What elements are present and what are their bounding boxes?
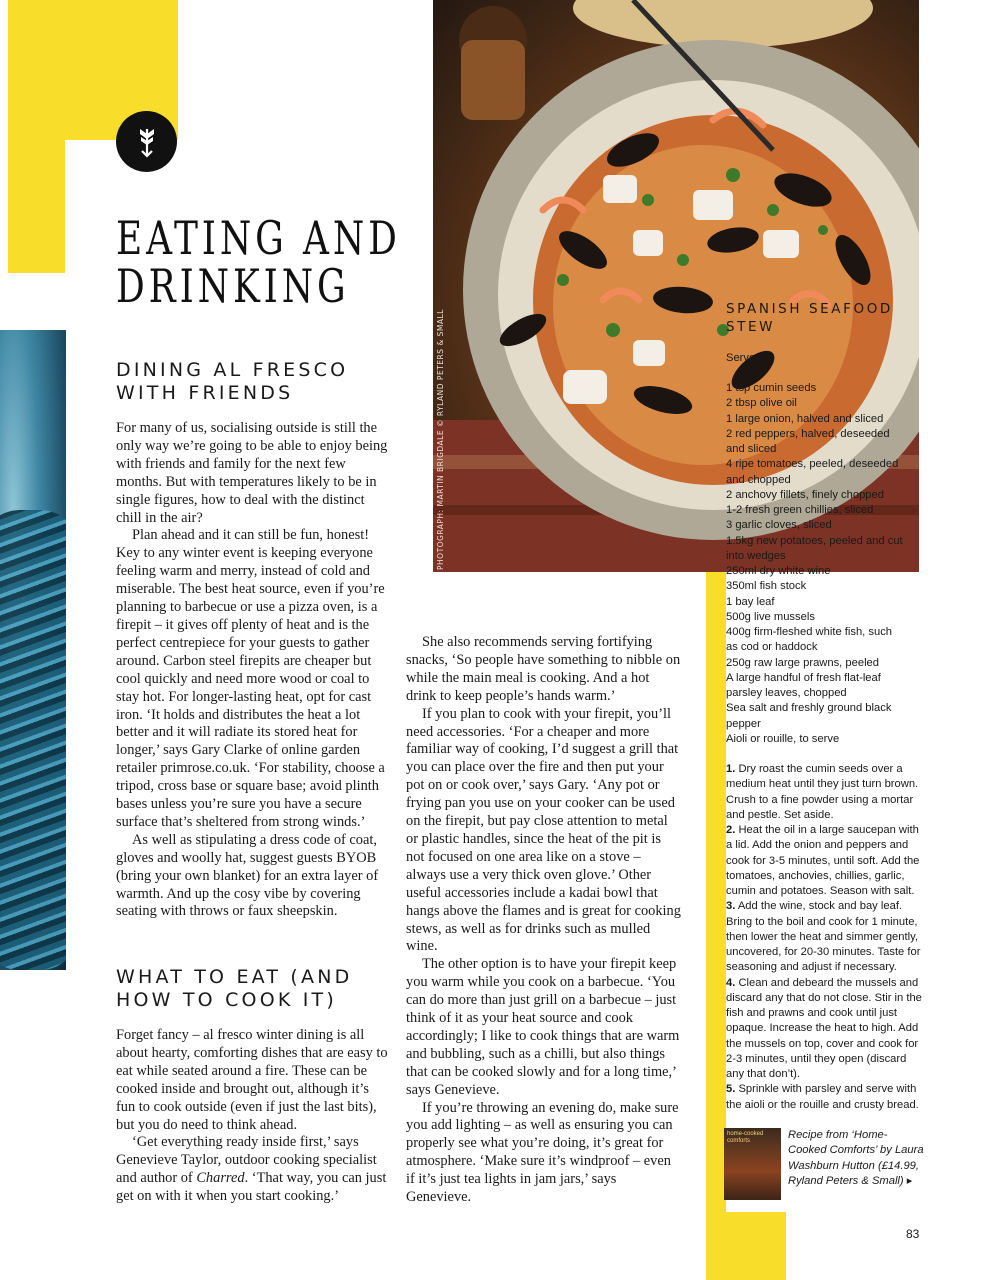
ingredient: 250g raw large prawns, peeled bbox=[726, 656, 879, 669]
yellow-block-bottom bbox=[706, 1212, 786, 1280]
left-edge-photo bbox=[0, 330, 66, 970]
ingredients-list bbox=[726, 381, 926, 747]
method-step-5 bbox=[726, 1082, 926, 1113]
method-step-4 bbox=[726, 976, 926, 1083]
paragraph: If you’re throwing an evening do, make sure you add lighting – as well as ensuring you can properly see what you’re doing, it’s great for atmosphere. ‘Make sure it’s windproof – even if it’s just tea lights in jam jars,’ says Genevieve. bbox=[406, 1099, 679, 1206]
step-number: 1. bbox=[726, 763, 736, 775]
paragraph: As well as stipulating a dress code of coat, gloves and woolly hat, suggest guests BYOB (bring your own blanket) for an extra layer of warmth. And up the cosy vibe by covering seating with throws or faux sheepskin. bbox=[116, 831, 379, 920]
ingredient: 2 tbsp olive oil bbox=[726, 397, 797, 410]
yellow-block-left bbox=[8, 140, 65, 273]
article-column-1-continued bbox=[116, 1027, 391, 1206]
step-text: Sprinkle with parsley and serve with the aioli or the rouille and crusty bread. bbox=[726, 1083, 919, 1111]
ingredient: 1 tsp cumin seeds bbox=[726, 382, 817, 394]
recipe-source-text: Recipe from ‘Home-Cooked Comforts’ by Laura Washburn Hutton (£14.99, Ryland Peters & Small) bbox=[788, 1129, 924, 1187]
step-text: Heat the oil in a large saucepan with a lid. Add the onion and peppers and cook for 3-5 minutes, until soft. Add the tomatoes, anchovies, chillies, garlic, cumin and potatoes. Season with salt. bbox=[726, 824, 920, 897]
page-number: 83 bbox=[906, 1227, 920, 1241]
step-text: Add the wine, stock and bay leaf. Bring to the boil and cook for 1 minute, then lower the heat and simmer gently, uncovered, for 20-30 minutes. Taste for seasoning and adjust if necessary. bbox=[726, 900, 921, 974]
subheading-what-to-eat-line1: WHAT TO EAT (AND bbox=[116, 966, 353, 988]
book-cover-title: home-cooked comforts bbox=[727, 1131, 764, 1144]
quote-end: . ‘That way, you can just get on with it when you start cooking.’ bbox=[116, 1170, 387, 1205]
ingredient: 2 red peppers, halved, deseeded bbox=[726, 427, 890, 440]
serves-text: Serves 4 bbox=[726, 352, 771, 364]
ingredient: Aioli or rouille, to serve bbox=[726, 732, 840, 745]
ingredient: pepper bbox=[726, 717, 761, 730]
subheading-dining-line1: DINING AL FRESCO bbox=[116, 359, 349, 381]
photo-credit-text: PHOTOGRAPH: MARTIN BRIGDALE © RYLAND PETERS & SMALL bbox=[436, 309, 445, 570]
ingredient: 350ml fish stock bbox=[726, 580, 807, 593]
subheading-dining-line2: WITH FRIENDS bbox=[116, 382, 294, 404]
paragraph: She also recommends serving fortifying snacks, ‘So people have something to nibble on while the main meal is cooking. And a hot drink to keep people’s hands warm.’ bbox=[406, 634, 681, 704]
quote-start: ‘Get everything ready inside first,’ says Genevieve Taylor, outdoor cooking specialist and author of bbox=[116, 1134, 377, 1187]
ingredient: 3 garlic cloves, sliced bbox=[726, 519, 832, 532]
subheading-dining bbox=[116, 359, 348, 405]
arrow-right-icon: ▸ bbox=[906, 1174, 913, 1187]
subheading-what-to-eat bbox=[116, 966, 352, 1012]
article-column-1 bbox=[116, 420, 391, 921]
step-number: 3. bbox=[726, 900, 736, 913]
step-text: Dry roast the cumin seeds over a medium heat until they just turn brown. Crush to a fine powder using a mortar and pestle. Set aside. bbox=[726, 763, 919, 821]
wheat-arrow-icon bbox=[136, 125, 158, 159]
paragraph: For many of us, socialising outside is still the only way we’re going to be able to enjoy being with friends and family for the next few months. But with temperatures likely to be in single figures, how to deal with the distinct chill in the air? bbox=[116, 420, 388, 526]
ingredient: 1.5kg new potatoes, peeled and cut bbox=[726, 534, 903, 547]
recipe-title-line2: STEW bbox=[726, 319, 776, 335]
ingredient: Sea salt and freshly ground black bbox=[726, 702, 892, 715]
paragraph: Plan ahead and it can still be fun, honest! Key to any winter event is keeping everyone feeling warm and merry, instead of cold and miserable. The best heat source, even if you’re planning to barbecue or use a pizza oven, is a firepit – it gives off plenty of heat and is the perfect centrepiece for your guests to gather around. Carbon steel firepits are cheaper but cool quickly and need more wood or coal to stay hot. For longer-lasting heat, opt for cast iron. ‘It holds and distributes the heat a lot better and it will radiate its stored heat for longer,’ says Gary Clarke of online garden retailer primrose.co.uk. ‘For stability, choose a tripod, cross base or square base; avoid plinth bases unless you’re sure you have a secure surface that’s sheltered from strong winds.’ bbox=[116, 527, 385, 830]
section-title-line1: EATING AND bbox=[116, 211, 401, 265]
method-step-1 bbox=[726, 762, 926, 823]
paragraph: The other option is to have your firepit keep you warm while you cook on a barbecue. ‘You can do more than just grill on a barbecue – just think of it as your heat source and cook accordingly; I like to cook things that are warm and bubbling, such as a chilli, but also things that can be cooked slowly and for a long time,’ says Genevieve. bbox=[406, 956, 680, 1098]
ingredient: 1-2 fresh green chillies, sliced bbox=[726, 504, 874, 516]
book-cover-thumbnail bbox=[724, 1128, 781, 1200]
paragraph: If you plan to cook with your firepit, you’ll need accessories. ‘For a cheaper and more familiar way of cooking, I’d suggest a grill that you can place over the fire and then put your pot on or cook over,’ says Gary. ‘Any pot or frying pan you use on your cooker can be used on the firepit, but pay close attention to metal or plastic handles, since the heat of the pit is not focused on one area like on a stove – always use a very thick oven glove.’ Other useful accessories include a kadai bowl that hangs above the flames and is great for cooking stews, as well as for drinks such as mulled wine. bbox=[406, 705, 681, 955]
paragraph: Forget fancy – al fresco winter dining is all about hearty, comforting dishes that are easy to eat while seated around a fire. These can be cooked inside and brought out, although it’s fun to cook outside (even if just the last bits), but you do need to think ahead. bbox=[116, 1027, 388, 1133]
ingredient: into wedges bbox=[726, 549, 786, 562]
step-number: 5. bbox=[726, 1083, 736, 1096]
ingredient: 250ml dry white wine bbox=[726, 565, 831, 577]
ingredient: and chopped bbox=[726, 473, 791, 486]
ingredient: and sliced bbox=[726, 443, 777, 455]
section-title-line2: DRINKING bbox=[116, 259, 350, 313]
book-title: Charred bbox=[196, 1170, 245, 1187]
step-number: 4. bbox=[726, 976, 736, 989]
yellow-strip-recipe bbox=[706, 572, 726, 1280]
ingredient: as cod or haddock bbox=[726, 641, 818, 654]
ingredient: 4 ripe tomatoes, peeled, deseeded bbox=[726, 458, 899, 471]
method-steps bbox=[726, 762, 926, 1113]
ingredient: 2 anchovy fillets, finely chopped bbox=[726, 488, 884, 501]
paragraph-quote bbox=[116, 1134, 391, 1206]
ingredient: parsley leaves, chopped bbox=[726, 687, 847, 699]
photo-credit bbox=[436, 309, 454, 570]
step-text: Clean and debeard the mussels and discard any that do not close. Stir in the fish and prawns and cook until just opaque. Increase the heat to high. Add the mussels on top, cover and cook for 2-3 minutes, until they open (discard any that don’t). bbox=[726, 976, 922, 1080]
subheading-what-to-eat-line2: HOW TO COOK IT) bbox=[116, 989, 337, 1011]
recipe-source-credit bbox=[788, 1128, 924, 1189]
recipe-serves bbox=[726, 351, 926, 366]
method-step-2 bbox=[726, 823, 926, 899]
ingredient: 1 bay leaf bbox=[726, 595, 775, 608]
article-column-2 bbox=[406, 634, 682, 1207]
ingredient: 500g live mussels bbox=[726, 610, 815, 623]
method-step-3 bbox=[726, 899, 926, 975]
section-badge bbox=[116, 111, 177, 172]
recipe-title-line1: SPANISH SEAFOOD bbox=[726, 301, 893, 317]
ingredient: 400g firm-fleshed white fish, such bbox=[726, 626, 893, 638]
ingredient: 1 large onion, halved and sliced bbox=[726, 412, 884, 425]
ingredient: A large handful of fresh flat-leaf bbox=[726, 671, 881, 684]
step-number: 2. bbox=[726, 824, 736, 836]
section-title bbox=[116, 211, 401, 313]
recipe-title bbox=[726, 300, 893, 336]
